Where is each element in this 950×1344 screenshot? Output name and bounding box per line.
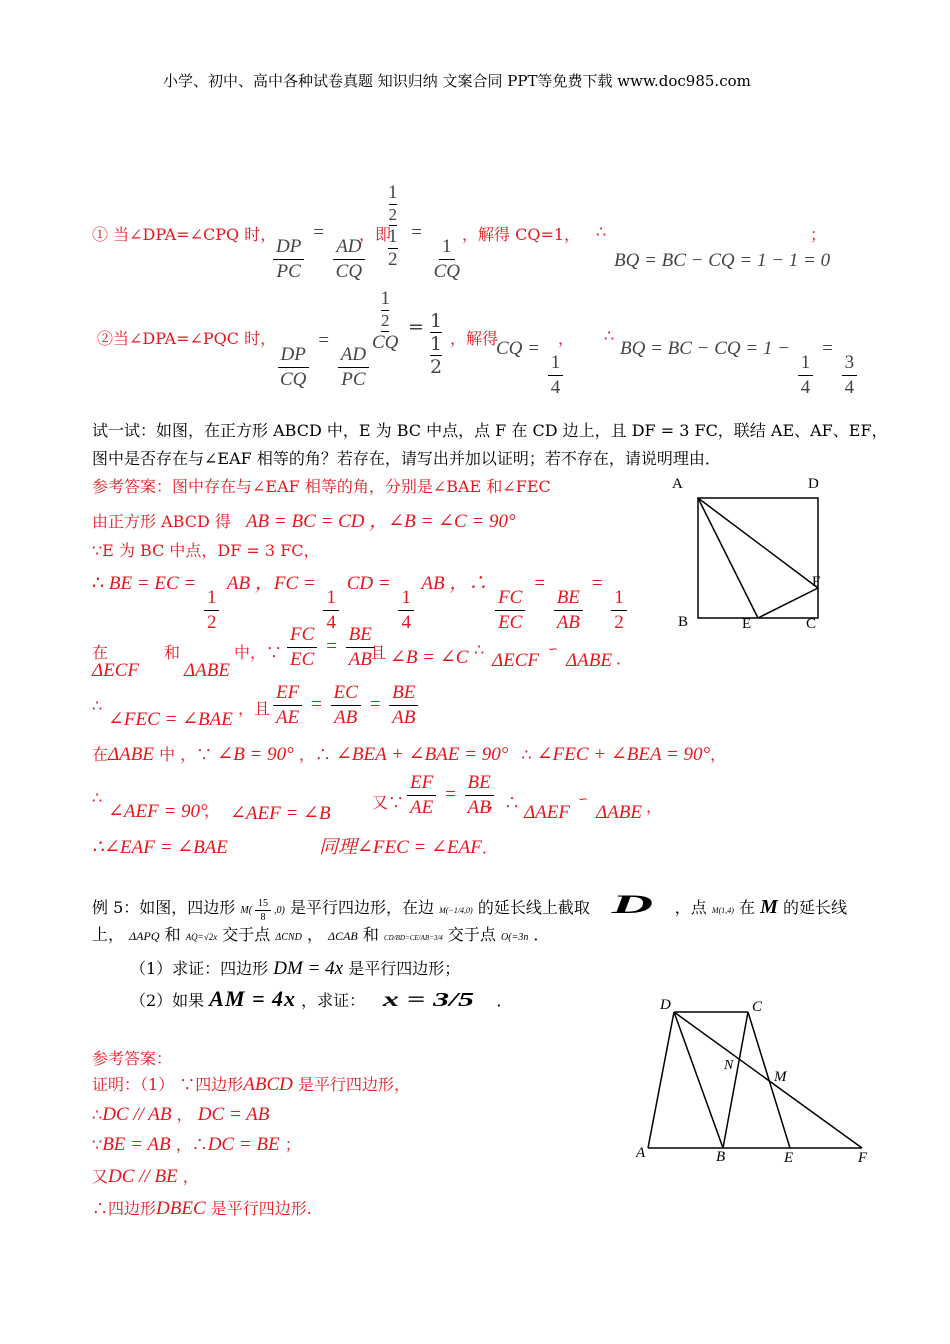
case2-therefore: ∴ [604,326,615,345]
label-c: C [752,999,763,1015]
proof-title: 参考答案： [92,1049,173,1068]
case2-cq: CQ = $\frac{1}{4}$ [496,338,566,399]
case1-bq: BQ = BC − CQ = 1 − 1 = 0 [614,250,831,271]
label-d: D [808,476,819,492]
page-header: 小学、初中、高中各种试卷真题 知识归纳 文案合同 PPT等免费下载 www.doc985.com [163,72,751,90]
segment-df [674,1012,862,1148]
label-m: M [774,1069,787,1085]
label-e: E [784,1150,794,1166]
answer-line1: 参考答案：图中存在与∠EAF 相等的角，分别是∠BAE 和∠FEC [92,477,551,496]
ex5-line2: 上， ΔAPQ 和 AQ=√2x 交于点 ΔCND ， ΔCAB 和 CD/BD=CE/AB=3/4 交于点 O(=3n ． [92,925,550,944]
ex5-q1: （1）求证：四边形 DM = 4x 是平行四边形； [130,958,461,979]
case1-therefore: ∴ [596,222,607,241]
parallelogram-figure [630,995,880,1170]
label-b: B [716,1149,726,1165]
case1-solve: ，解得 CQ=1， [462,225,581,244]
answer-line9: ∴∠EAF = ∠BAE 同理∠FEC = ∠EAF． [92,837,498,858]
case1-semicolon: ； [810,225,827,244]
proof-line3: ∵BE = AB ，∴DC = BE ； [92,1134,301,1155]
case1-lead: ① 当∠DPA=∠CPQ 时， [92,225,277,244]
label-e: E [742,616,752,632]
case2-lead: ②当∠DPA=∠PQC 时， [97,329,277,348]
segment-db [674,1012,723,1148]
proof-line4: 又DC // BE ， [92,1166,199,1187]
answer-line3: ∵E 为 BC 中点，DF = 3 FC， [92,541,320,560]
answer-line8: ∴ ∠AEF = 90° ， ∠AEF = ∠B 又∵ $\frac{EF}{AE}$ = $\frac{BE}{AB}$ ，∴ ΔAEF ∽ ΔABE ， [92,772,663,824]
segment-cb [723,1012,748,1148]
try-line2: 图中是否存在与∠EAF 相等的角？若存在，请写出并加以证明；若不存在，请说明理由． [92,449,721,468]
label-d: D [660,997,671,1013]
answer-line4: ∴ BE = EC = $\frac{1}{2}$ AB ，FC = $\frac{1}{4}$ CD = $\frac{1}{4}$ AB ，∴ $\frac{FC}{EC}$ = $\frac{BE}{AB}$ = $\frac{1}{2}$ [92,568,630,634]
case2-nested-fraction: 1 2 CQ [372,288,399,353]
square-figure [660,468,840,638]
answer-line7: 在ΔABE 中 ，∵ ∠B = 90° ，∴ ∠BEA + ∠BAE = 90° ∴ ∠FEC + ∠BEA = 90°， [92,744,727,765]
case2-rhs: = 1 1 2 [408,310,443,378]
case1-nested-fraction: 1 2 1 2 [388,182,398,270]
label-c: C [806,616,817,632]
answer-line5: 在 ΔECF 和 ΔABE 中，∵ $\frac{FC}{EC}$ = $\frac{BE}{AB}$ 且 ∠B = ∠C ∴ ΔECF ∽ ΔABE ． [92,624,633,681]
segment-ad [648,1012,674,1148]
label-f: F [812,574,821,590]
square-abcd [698,498,821,618]
try-line1: 试一试：如图，在正方形 ABCD 中，E 为 BC 中点，点 F 在 CD 边上，且 DF = 3 FC，联结 AE、AF、EF， [92,421,888,440]
segment-ae [698,498,758,618]
proof-line2: ∴DC // AB ， DC = AB [92,1104,270,1125]
segment-af [698,498,821,590]
case1-equation: $\frac{DP}{PC}$ = $\frac{AD}{CQ}$ [270,222,368,283]
case1-ji: ，即 [359,225,392,244]
case1-rhs: = $\frac{1}{CQ}$ [410,222,460,282]
proof-line5: ∴四边形DBEC 是平行四边形. [92,1198,312,1219]
case2-bq: BQ = BC − CQ = 1 − $\frac{1}{4}$ = $\frac{3}{4}$ [620,338,860,399]
label-b: B [678,614,689,630]
proof-line1: 证明：（1） ∵四边形ABCD 是平行四边形， [92,1074,410,1095]
ex5-q2: （2）如果 AM = 4x ，求证： x = 3/5 ． [130,986,513,1011]
segment-ef [758,588,818,618]
label-a: A [636,1145,646,1161]
case2-comma: ， [558,329,575,348]
label-f: F [858,1150,868,1166]
case2-equation: $\frac{DP}{CQ}$ = $\frac{AD}{PC}$ [274,330,372,391]
ex5-line1: 例 5：如图，四边形 M( $\frac{15}{8}$ ,0) 是平行四边形，在边 M(−1/4,0) 的延长线上截取 D ，点 M(1,4) 在 M 的延长线 [92,890,848,924]
label-n: N [724,1058,734,1073]
answer-line6: ∴ ∠FEC = ∠BAE ，且 $\frac{EF}{AE}$ = $\frac{EC}{AB}$ = $\frac{BE}{AB}$ [92,682,412,732]
label-a: A [672,476,683,492]
answer-line2: 由正方形 ABCD 得 AB = BC = CD ，∠B = ∠C = 90° [92,511,516,532]
case2-solve: ，解得 [450,329,499,348]
